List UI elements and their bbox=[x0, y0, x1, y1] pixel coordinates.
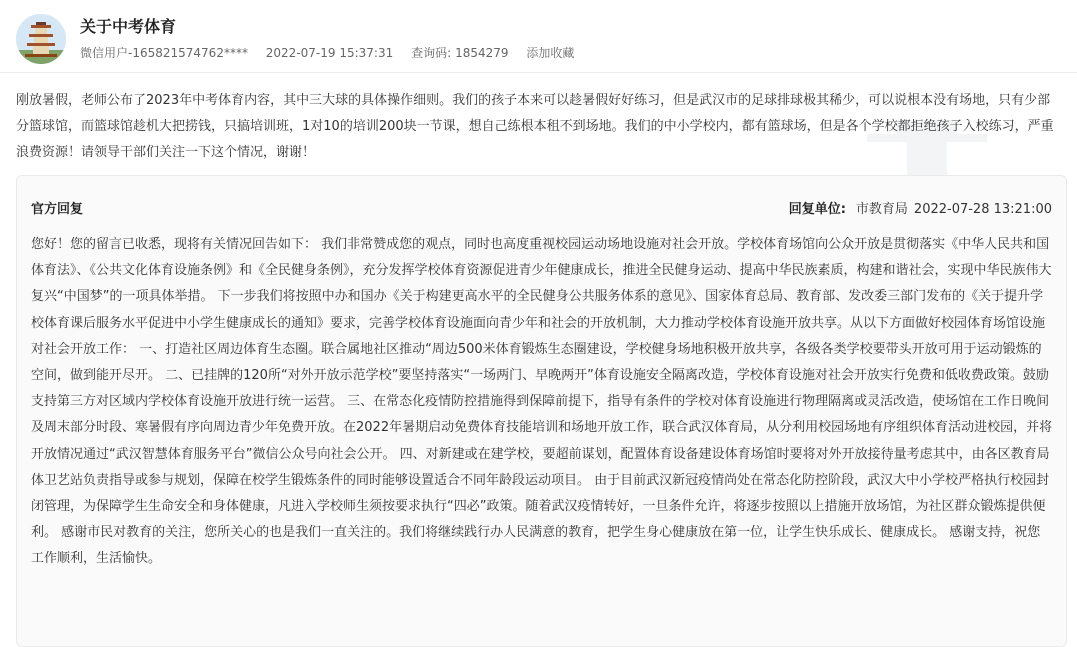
official-reply-panel bbox=[16, 175, 1067, 647]
page-title: 关于中考体育 bbox=[80, 17, 177, 36]
avatar bbox=[16, 14, 66, 64]
reply-unit: 市教育局 bbox=[855, 202, 908, 217]
divider bbox=[0, 72, 1077, 73]
reply-label: 官方回复 bbox=[31, 202, 84, 217]
reply-datetime: 2022-07-28 13:21:00 bbox=[913, 202, 1052, 217]
query-code-label: 查询码: bbox=[411, 46, 452, 60]
reply-body: 您好！您的留言已收悉，现将有关情况回告如下： 我们非常赞成您的观点，同时也高度重视校园运动场地设施对社会开放。学校体育场馆向公众开放是贯彻落实《中华人民共和国体育法》、《公共文化体育设施条例》和《全民健身条例》，充分发挥学校体育资源促进青少年健康成长，推进全民健身运动、提高中华民族素质，构建和谐社会，实现中华民族伟大复兴“中国梦”的一项具体举措。 下一步我们将按照中办和国办《关于构建更高水平的全民健身公共服务体系的意见》、国家体育总局、教育部、发改委三部门发布的《关于提升学校体育课后服务水平促进中小学生健康成长的通知》要求，完善学校体育设施面向青少年和社会的开放机制，大力推动学校体育设施开放共享。从以下方面做好校园体育场馆设施对社会开放工作： 一、打造社区周边体育生态圈。联合属地社区推动“周边500米体育锻炼生态圈建设，学校健身场地积极开放共享，各级各类学校要带头开放可用于运动锻炼的空间，做到能开尽开。 二、已挂牌的120所“对外开放示范学校”要坚持落实“一场两门、早晚两开”体育设施安全隔离改造，学校体育设施对社会开放实行免费和低收费政策。鼓励支持第三方对区域内学校体育设施开放进行统一运营。 三、在常态化疫情防控措施得到保障前提下，指导有条件的学校对体育设施进行物理隔离或灵活改造，使场馆在工作日晚间及周末部分时段、寒暑假有序向周边青少年免费开放。在2022年暑期启动免费体育技能培训和场地开放工作，联合武汉体育局，从分利用校园场地有序组织体育活动进校园，并将开放情况通过“武汉智慧体育服务平台”微信公众号向社会公开。 四、对新建或在建学校，要超前谋划，配置体育设备建设体育场馆时要将对外开放接待量考虑其中，由各区教育局体卫艺站负责指导或参与规划，保障在校学生锻炼条件的同时能够设置适合不同年龄段运动项目。 由于目前武汉新冠疫情尚处在常态化防控阶段，武汉大中小学校严格执行校园封闭管理，为保障学生生命安全和身体健康，凡进入学校师生须按要求执行“四必”政策。随着武汉疫情转好，一旦条件允许，将逐步按照以上措施开放场馆，为社区群众锻炼提供便利。 感谢市民对教育的关注，您所关心的也是我们一直关注的。我们将继续践行办人民满意的教育，把学生身心健康放在第一位，让学生快乐成长、健康成长。 感谢支持，祝您工作顺利，生活愉快。 bbox=[31, 237, 1053, 567]
query-code bbox=[411, 45, 509, 61]
query-code-value: 1854279 bbox=[455, 46, 509, 60]
post-datetime: 2022-07-19 15:37:31 bbox=[265, 46, 394, 60]
add-favorite-link[interactable]: 添加收藏 bbox=[526, 46, 575, 60]
pagoda-tower-icon bbox=[16, 14, 66, 64]
post-header bbox=[16, 14, 1061, 66]
reply-header bbox=[31, 200, 1052, 220]
post-meta bbox=[80, 45, 574, 61]
reply-unit-info bbox=[789, 200, 1052, 220]
message-body: 刚放暑假，老师公布了2023年中考体育内容，其中三大球的具体操作细则。我们的孩子本来可以趁暑假好好练习，但是武汉市的足球排球极其稀少，可以说根本没有场地，只有少部分篮球馆，而篮球馆趁机大把捞钱，只搞培训班，1对10的培训200块一节课，想自己练根本租不到场地。我们的中小学校内，都有篮球场，但是各个学校都拒绝孩子入校练习，严重浪费资源！请领导干部们关注一下这个情况，谢谢！ bbox=[16, 93, 1054, 160]
author-name: 微信用户-165821574762**** bbox=[80, 46, 248, 60]
reply-unit-label: 回复单位: bbox=[788, 202, 846, 217]
